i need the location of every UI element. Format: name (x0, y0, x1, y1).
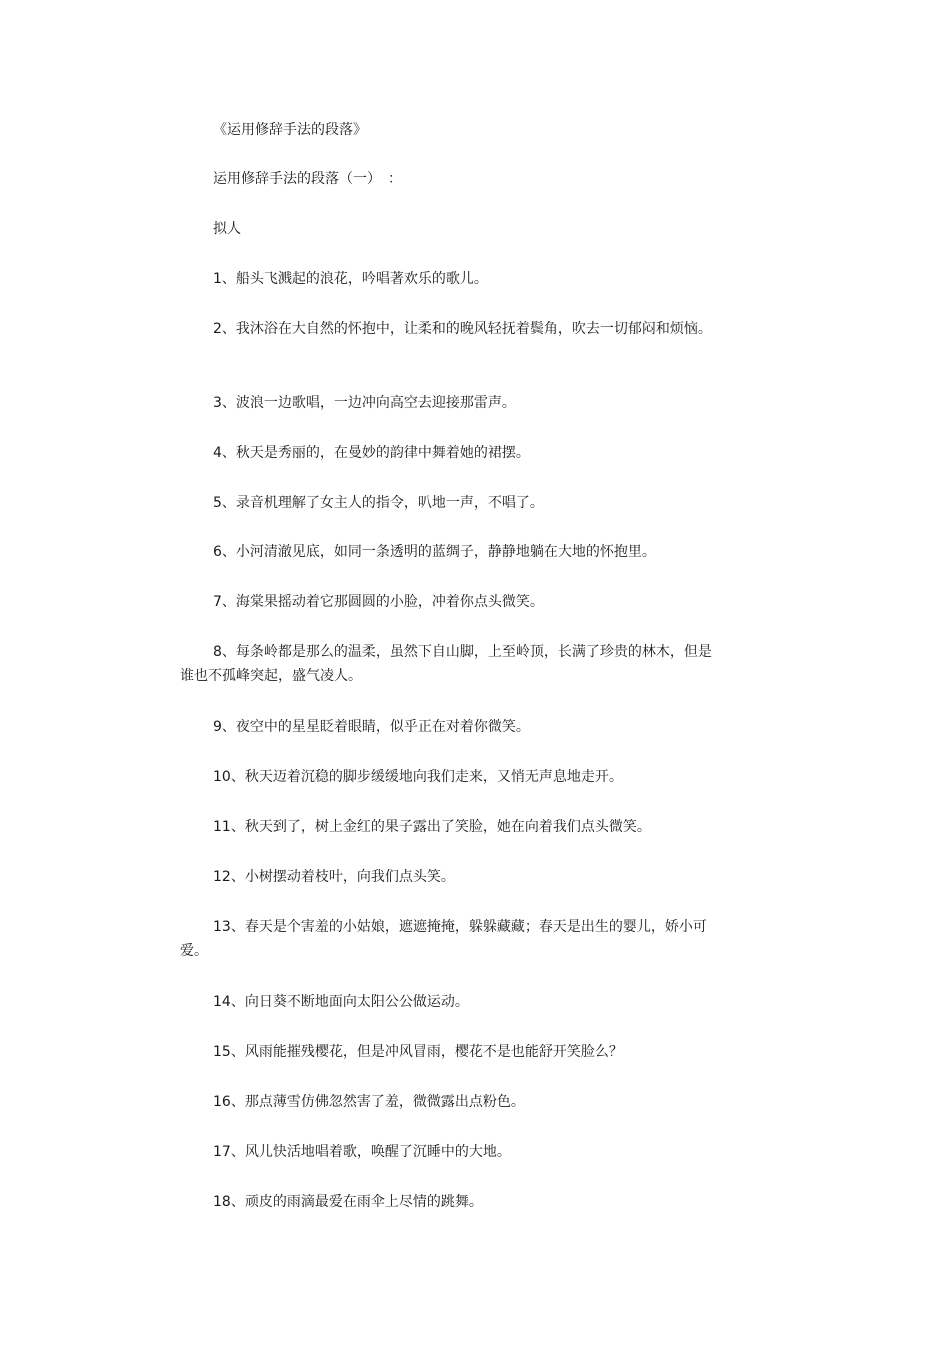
list-item: 7、海棠果摇动着它那圆圆的小脸，冲着你点头微笑。 (213, 594, 544, 610)
section-heading: 拟人 (213, 221, 241, 237)
list-item: 1、船头飞溅起的浪花，吟唱著欢乐的歌儿。 (213, 271, 488, 287)
list-item: 3、波浪一边歌唱，一边冲向高空去迎接那雷声。 (213, 395, 516, 411)
list-item: 18、顽皮的雨滴最爱在雨伞上尽情的跳舞。 (213, 1194, 483, 1210)
document-subtitle: 运用修辞手法的段落（一） ： (213, 171, 402, 187)
list-item: 16、那点薄雪仿佛忽然害了羞，微微露出点粉色。 (213, 1094, 525, 1110)
list-item: 8、每条岭都是那么的温柔，虽然下自山脚，上至岭顶，长满了珍贵的林木，但是谁也不孤峰突起，盛气凌人。 (180, 644, 712, 684)
list-item: 10、秋天迈着沉稳的脚步缓缓地向我们走来，又悄无声息地走开。 (213, 769, 623, 785)
list-item: 4、秋天是秀丽的，在曼妙的韵律中舞着她的裙摆。 (213, 445, 530, 461)
document-title: 《运用修辞手法的段落》 (213, 122, 367, 138)
list-item: 14、向日葵不断地面向太阳公公做运动。 (213, 994, 469, 1010)
list-item: 2、我沐浴在大自然的怀抱中，让柔和的晚风轻抚着鬓角，吹去一切郁闷和烦恼。 (213, 321, 712, 337)
list-item: 12、小树摆动着枝叶，向我们点头笑。 (213, 869, 455, 885)
list-item: 5、录音机理解了女主人的指令，叭地一声，不唱了。 (213, 495, 544, 511)
list-item: 6、小河清澈见底，如同一条透明的蓝绸子，静静地躺在大地的怀抱里。 (213, 544, 656, 560)
list-item: 17、风儿快活地唱着歌，唤醒了沉睡中的大地。 (213, 1144, 511, 1160)
list-item: 11、秋天到了，树上金红的果子露出了笑脸，她在向着我们点头微笑。 (213, 819, 651, 835)
list-item: 13、春天是个害羞的小姑娘，遮遮掩掩，躲躲藏藏；春天是出生的婴儿，娇小可爱。 (180, 919, 707, 959)
list-item: 9、夜空中的星星眨着眼睛，似乎正在对着你微笑。 (213, 719, 530, 735)
list-item: 15、风雨能摧残樱花，但是冲风冒雨，樱花不是也能舒开笑脸么？ (213, 1044, 623, 1060)
